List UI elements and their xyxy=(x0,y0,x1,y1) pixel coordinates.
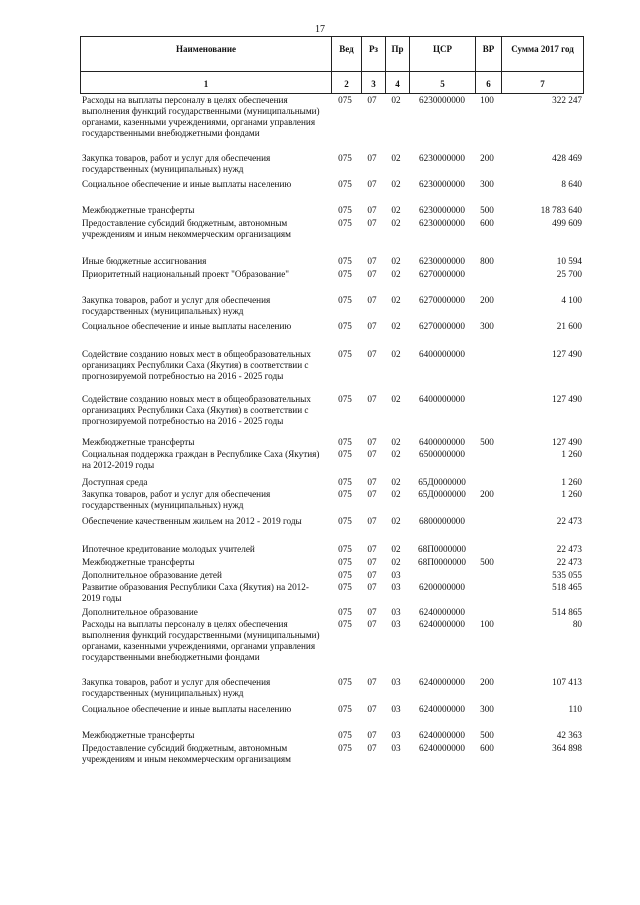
row-ved: 075 xyxy=(338,677,352,687)
row-sum: 127 490 xyxy=(552,437,582,447)
row-name: Обеспечение качественным жильем на 2012 - 2019 годы xyxy=(82,516,302,526)
header-col-csr xyxy=(409,37,475,93)
row-pr: 03 xyxy=(391,704,401,714)
row-csr: 6240000000 xyxy=(419,730,465,740)
header-num-vr: 6 xyxy=(486,79,491,89)
row-rz: 07 xyxy=(367,730,377,740)
row-rz: 07 xyxy=(367,544,377,554)
row-csr: 68П0000000 xyxy=(418,557,466,567)
table-row xyxy=(80,489,584,511)
row-ved: 075 xyxy=(338,516,352,526)
table-row xyxy=(80,218,584,240)
row-name: Содействие созданию новых мест в общеобразовательных организациях Республики Саха (Якутия) в соответствии с прогнозируемой потребностью на 2016 - 2025 годы xyxy=(82,394,311,426)
row-rz: 07 xyxy=(367,269,377,279)
row-csr: 6400000000 xyxy=(419,349,465,359)
row-csr: 6230000000 xyxy=(419,153,465,163)
row-ved: 075 xyxy=(338,489,352,499)
table-row xyxy=(80,349,584,382)
row-csr: 6400000000 xyxy=(419,394,465,404)
row-ved: 075 xyxy=(338,205,352,215)
row-vr: 300 xyxy=(480,179,494,189)
row-sum: 1 260 xyxy=(561,449,582,459)
row-vr: 500 xyxy=(480,205,494,215)
row-csr: 6240000000 xyxy=(419,677,465,687)
table-row xyxy=(80,582,584,604)
row-vr: 200 xyxy=(480,153,494,163)
row-name: Закупка товаров, работ и услуг для обеспечения государственных (муниципальных) нужд xyxy=(82,489,271,510)
row-pr: 02 xyxy=(391,218,401,228)
row-rz: 07 xyxy=(367,95,377,105)
row-pr: 02 xyxy=(391,516,401,526)
row-csr: 6400000000 xyxy=(419,437,465,447)
row-ved: 075 xyxy=(338,295,352,305)
row-name: Развитие образования Республики Саха (Якутия) на 2012-2019 годы xyxy=(82,582,309,603)
row-rz: 07 xyxy=(367,557,377,567)
row-sum: 80 xyxy=(572,619,582,629)
row-csr: 6240000000 xyxy=(419,619,465,629)
row-pr: 02 xyxy=(391,449,401,459)
row-sum: 8 640 xyxy=(561,179,582,189)
row-name: Межбюджетные трансферты xyxy=(82,730,195,740)
header-col-ved xyxy=(331,37,361,93)
row-name: Социальное обеспечение и иные выплаты населению xyxy=(82,179,292,189)
row-vr: 300 xyxy=(480,321,494,331)
row-rz: 07 xyxy=(367,295,377,305)
table-body xyxy=(80,95,584,765)
row-csr: 65Д0000000 xyxy=(418,477,466,487)
table-row xyxy=(80,205,584,216)
row-rz: 07 xyxy=(367,349,377,359)
row-csr: 6270000000 xyxy=(419,295,465,305)
header-col-sum xyxy=(501,37,583,93)
row-ved: 075 xyxy=(338,449,352,459)
table-row xyxy=(80,743,584,765)
row-ved: 075 xyxy=(338,256,352,266)
row-csr: 6270000000 xyxy=(419,269,465,279)
row-pr: 02 xyxy=(391,394,401,404)
row-rz: 07 xyxy=(367,153,377,163)
row-name: Межбюджетные трансферты xyxy=(82,557,195,567)
row-ved: 075 xyxy=(338,582,352,592)
row-vr: 200 xyxy=(480,295,494,305)
row-sum: 1 260 xyxy=(561,477,582,487)
row-sum: 428 469 xyxy=(552,153,582,163)
row-sum: 535 055 xyxy=(552,570,582,580)
header-csr: ЦСР xyxy=(433,44,452,54)
row-sum: 322 247 xyxy=(552,95,582,105)
row-pr: 03 xyxy=(391,743,401,753)
row-name: Социальное обеспечение и иные выплаты населению xyxy=(82,321,292,331)
row-csr: 6230000000 xyxy=(419,205,465,215)
row-name: Предоставление субсидий бюджетным, автономным учреждениям и иным некоммерческим организациям xyxy=(82,743,291,764)
row-sum: 10 594 xyxy=(556,256,582,266)
row-rz: 07 xyxy=(367,607,377,617)
row-pr: 02 xyxy=(391,179,401,189)
row-pr: 02 xyxy=(391,349,401,359)
row-name: Социальное обеспечение и иные выплаты населению xyxy=(82,704,292,714)
row-name: Иные бюджетные ассигнования xyxy=(82,256,207,266)
row-csr: 65Д0000000 xyxy=(418,489,466,499)
row-name: Приоритетный национальный проект "Образование" xyxy=(82,269,290,279)
row-rz: 07 xyxy=(367,570,377,580)
row-name: Закупка товаров, работ и услуг для обеспечения государственных (муниципальных) нужд xyxy=(82,153,271,174)
header-num-sum: 7 xyxy=(540,79,545,89)
row-csr: 6500000000 xyxy=(419,449,465,459)
table-row xyxy=(80,153,584,175)
table-row xyxy=(80,516,584,527)
row-pr: 03 xyxy=(391,607,401,617)
row-name: Закупка товаров, работ и услуг для обеспечения государственных (муниципальных) нужд xyxy=(82,677,271,698)
row-vr: 800 xyxy=(480,256,494,266)
row-pr: 02 xyxy=(391,557,401,567)
row-ved: 075 xyxy=(338,218,352,228)
table-row xyxy=(80,607,584,618)
table-row xyxy=(80,677,584,699)
header-rz: Рз xyxy=(368,44,379,54)
row-csr: 6230000000 xyxy=(419,179,465,189)
row-rz: 07 xyxy=(367,489,377,499)
row-sum: 514 865 xyxy=(552,607,582,617)
row-name: Расходы на выплаты персоналу в целях обеспечения выполнения функций государственными (муниципальными) органами, казенными учреждениями, органами управления государственными внебюджетными фондами xyxy=(82,95,320,138)
row-sum: 42 363 xyxy=(556,730,582,740)
row-name: Межбюджетные трансферты xyxy=(82,437,195,447)
row-name: Предоставление субсидий бюджетным, автономным учреждениям и иным некоммерческим организациям xyxy=(82,218,291,239)
row-pr: 02 xyxy=(391,205,401,215)
table-row xyxy=(80,95,584,139)
row-name: Ипотечное кредитование молодых учителей xyxy=(82,544,255,554)
row-pr: 02 xyxy=(391,321,401,331)
row-sum: 1 260 xyxy=(561,489,582,499)
row-ved: 075 xyxy=(338,349,352,359)
row-name: Социальная поддержка граждан в Республике Саха (Якутия) на 2012-2019 годы xyxy=(82,449,320,470)
table-row xyxy=(80,449,584,471)
row-pr: 02 xyxy=(391,544,401,554)
header-col-pr xyxy=(385,37,409,93)
row-ved: 075 xyxy=(338,619,352,629)
row-sum: 22 473 xyxy=(556,557,582,567)
row-pr: 02 xyxy=(391,269,401,279)
row-pr: 03 xyxy=(391,582,401,592)
row-ved: 075 xyxy=(338,730,352,740)
row-name: Дополнительное образование детей xyxy=(82,570,222,580)
row-sum: 18 783 640 xyxy=(540,205,582,215)
row-csr: 6230000000 xyxy=(419,256,465,266)
header-col-rz xyxy=(361,37,385,93)
table-row xyxy=(80,619,584,663)
row-rz: 07 xyxy=(367,205,377,215)
row-pr: 02 xyxy=(391,437,401,447)
row-csr: 6240000000 xyxy=(419,607,465,617)
row-ved: 075 xyxy=(338,153,352,163)
row-sum: 110 xyxy=(568,704,582,714)
row-ved: 075 xyxy=(338,743,352,753)
row-name: Содействие созданию новых мест в общеобразовательных организациях Республики Саха (Якутия) в соответствии с прогнозируемой потребностью на 2016 - 2025 годы xyxy=(82,349,311,381)
row-rz: 07 xyxy=(367,218,377,228)
table-row xyxy=(80,437,584,448)
row-vr: 500 xyxy=(480,557,494,567)
header-col-name xyxy=(81,37,331,93)
header-num-name: 1 xyxy=(203,79,209,89)
row-ved: 075 xyxy=(338,704,352,714)
row-vr: 500 xyxy=(480,437,494,447)
row-rz: 07 xyxy=(367,437,377,447)
row-pr: 02 xyxy=(391,95,401,105)
row-rz: 07 xyxy=(367,677,377,687)
header-col-vr xyxy=(475,37,501,93)
table-row xyxy=(80,704,584,715)
row-ved: 075 xyxy=(338,570,352,580)
row-rz: 07 xyxy=(367,179,377,189)
table-row xyxy=(80,477,584,488)
row-csr: 6240000000 xyxy=(419,743,465,753)
row-ved: 075 xyxy=(338,95,352,105)
row-csr: 6800000000 xyxy=(419,516,465,526)
row-csr: 6240000000 xyxy=(419,704,465,714)
row-pr: 03 xyxy=(391,570,401,580)
row-rz: 07 xyxy=(367,743,377,753)
header-num-csr: 5 xyxy=(440,79,445,89)
row-name: Доступная среда xyxy=(82,477,148,487)
row-rz: 07 xyxy=(367,704,377,714)
row-csr: 6230000000 xyxy=(419,218,465,228)
table-row xyxy=(80,269,584,280)
row-sum: 22 473 xyxy=(556,516,582,526)
row-pr: 02 xyxy=(391,295,401,305)
row-ved: 075 xyxy=(338,179,352,189)
row-rz: 07 xyxy=(367,256,377,266)
row-vr: 200 xyxy=(480,489,494,499)
row-pr: 03 xyxy=(391,677,401,687)
row-name: Расходы на выплаты персоналу в целях обеспечения выполнения функций государственными (муниципальными) органами, казенными учреждениями, органами управления государственными внебюджетными фондами xyxy=(82,619,320,662)
row-csr: 6230000000 xyxy=(419,95,465,105)
row-rz: 07 xyxy=(367,449,377,459)
row-sum: 127 490 xyxy=(552,349,582,359)
row-csr: 6270000000 xyxy=(419,321,465,331)
row-ved: 075 xyxy=(338,321,352,331)
row-vr: 300 xyxy=(480,704,494,714)
row-ved: 075 xyxy=(338,544,352,554)
row-rz: 07 xyxy=(367,516,377,526)
row-sum: 4 100 xyxy=(561,295,582,305)
row-sum: 518 465 xyxy=(552,582,582,592)
row-sum: 364 898 xyxy=(552,743,582,753)
row-ved: 075 xyxy=(338,557,352,567)
row-rz: 07 xyxy=(367,394,377,404)
table-row xyxy=(80,321,584,332)
row-csr: 6200000000 xyxy=(419,582,465,592)
page-number: 17 xyxy=(315,24,325,35)
header-num-rz: 3 xyxy=(371,79,376,89)
row-ved: 075 xyxy=(338,394,352,404)
row-name: Дополнительное образование xyxy=(82,607,198,617)
row-rz: 07 xyxy=(367,321,377,331)
row-sum: 499 609 xyxy=(552,218,582,228)
header-vr: ВР xyxy=(482,44,495,54)
row-pr: 02 xyxy=(391,489,401,499)
table-header xyxy=(80,36,584,94)
row-sum: 107 413 xyxy=(552,677,582,687)
row-vr: 100 xyxy=(480,619,494,629)
row-ved: 075 xyxy=(338,607,352,617)
row-pr: 03 xyxy=(391,730,401,740)
row-ved: 075 xyxy=(338,269,352,279)
row-vr: 200 xyxy=(480,677,494,687)
table-row xyxy=(80,570,584,581)
row-name: Межбюджетные трансферты xyxy=(82,205,195,215)
row-pr: 02 xyxy=(391,256,401,266)
row-vr: 500 xyxy=(480,730,494,740)
header-pr: Пр xyxy=(391,44,404,54)
header-ved: Вед xyxy=(339,44,354,54)
row-rz: 07 xyxy=(367,582,377,592)
row-sum: 22 473 xyxy=(556,544,582,554)
row-sum: 25 700 xyxy=(556,269,582,279)
header-num-ved: 2 xyxy=(344,79,349,89)
row-name: Закупка товаров, работ и услуг для обеспечения государственных (муниципальных) нужд xyxy=(82,295,271,316)
row-sum: 127 490 xyxy=(552,394,582,404)
header-sum: Сумма 2017 год xyxy=(511,44,574,54)
table-row xyxy=(80,295,584,317)
table-row xyxy=(80,544,584,555)
row-rz: 07 xyxy=(367,619,377,629)
row-pr: 03 xyxy=(391,619,401,629)
row-sum: 21 600 xyxy=(556,321,582,331)
row-pr: 02 xyxy=(391,153,401,163)
table-row xyxy=(80,730,584,741)
header-num-pr: 4 xyxy=(395,79,400,89)
table-row xyxy=(80,394,584,427)
row-rz: 07 xyxy=(367,477,377,487)
row-vr: 600 xyxy=(480,218,494,228)
row-ved: 075 xyxy=(338,437,352,447)
row-ved: 075 xyxy=(338,477,352,487)
row-vr: 600 xyxy=(480,743,494,753)
row-vr: 100 xyxy=(480,95,494,105)
row-csr: 68П0000000 xyxy=(418,544,466,554)
table-row xyxy=(80,557,584,568)
row-pr: 02 xyxy=(391,477,401,487)
table-row xyxy=(80,179,584,190)
header-name: Наименование xyxy=(176,44,236,54)
table-row xyxy=(80,256,584,267)
